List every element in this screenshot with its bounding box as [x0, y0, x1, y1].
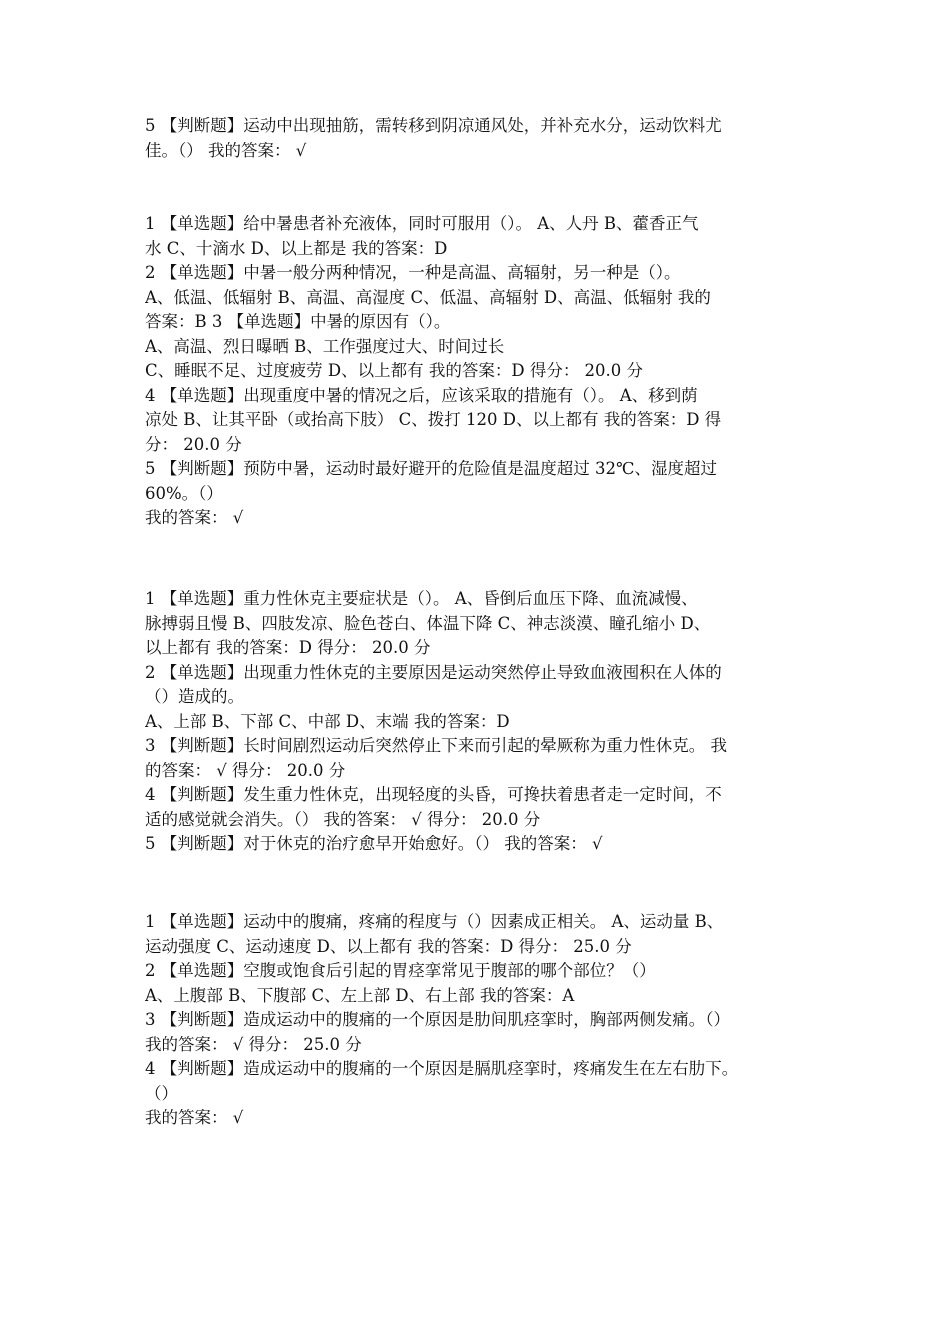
text-line: 分： 20.0 分: [145, 434, 242, 454]
text-line: 1 【单选题】重力性休克主要症状是（）。 A、昏倒后血压下降、血流减慢、: [145, 589, 698, 608]
text-line: 5 【判断题】运动中出现抽筋，需转移到阴凉通风处，并补充水分，运动饮料尤: [145, 116, 722, 135]
question-block-abdominal-pain: [145, 910, 810, 1131]
text-line: C、睡眠不足、过度疲劳 D、以上都有 我的答案：D 得分： 20.0 分: [145, 361, 644, 380]
text-line: 5 【判断题】预防中暑，运动时最好避开的危险值是温度超过 32℃、湿度超过: [145, 459, 717, 478]
text-line: 2 【单选题】中暑一般分两种情况，一种是高温、高辐射，另一种是（）。: [145, 263, 681, 282]
question-block-gravity-shock: [145, 587, 810, 857]
text-line: 水 C、十滴水 D、以上都是 我的答案：D: [145, 238, 448, 258]
text-line: 4 【单选题】出现重度中暑的情况之后，应该采取的措施有（）。 A、移到荫: [145, 385, 698, 405]
text-line: 4 【判断题】造成运动中的腹痛的一个原因是膈肌痉挛时，疼痛发生在左右肋下。: [145, 1059, 739, 1078]
text-line: A、上腹部 B、下腹部 C、左上部 D、右上部 我的答案：A: [145, 985, 575, 1005]
text-line: 3 【判断题】长时间剧烈运动后突然停止下来而引起的晕厥称为重力性休克。 我: [145, 736, 727, 755]
text-line: A、高温、烈日曝晒 B、工作强度过大、时间过长: [145, 336, 505, 356]
text-line: 脉搏弱且慢 B、四肢发凉、脸色苍白、体温下降 C、神志淡漠、瞳孔缩小 D、: [145, 613, 711, 633]
text-line: 我的答案： √: [145, 508, 244, 527]
text-line: （）造成的。: [145, 687, 244, 706]
text-line: 60%。（）: [145, 483, 223, 503]
text-line: 适的感觉就会消失。（） 我的答案： √ 得分： 20.0 分: [145, 809, 541, 829]
text-line: 2 【单选题】空腹或饱食后引起的胃痉挛常见于腹部的哪个部位？（）: [145, 961, 656, 980]
text-line: 5 【判断题】对于休克的治疗愈早开始愈好。（） 我的答案： √: [145, 834, 603, 853]
text-line: 运动强度 C、运动速度 D、以上都有 我的答案：D 得分： 25.0 分: [145, 936, 632, 956]
text-line: 1 【单选题】给中暑患者补充液体，同时可服用（）。 A、人丹 B、藿香正气: [145, 214, 699, 233]
text-line: （）: [145, 1083, 178, 1103]
text-line: 3 【判断题】造成运动中的腹痛的一个原因是肋间肌痉挛时，胸部两侧发痛。（）: [145, 1010, 730, 1029]
text-line: 4 【判断题】发生重力性休克，出现轻度的头昏，可搀扶着患者走一定时间，不: [145, 785, 722, 804]
text-line: A、低温、低辐射 B、高温、高湿度 C、低温、高辐射 D、高温、低辐射 我的: [145, 287, 711, 307]
question-block-heatstroke: [145, 212, 810, 531]
text-line: 答案：B 3 【单选题】中暑的原因有（）。: [145, 312, 451, 331]
text-line: 凉处 B、让其平卧（或抬高下肢） C、拨打 120 D、以上都有 我的答案：D 得: [145, 410, 722, 429]
text-line: 佳。（） 我的答案： √: [145, 140, 307, 160]
text-line: 的答案： √ 得分： 20.0 分: [145, 760, 346, 780]
text-line: 以上都有 我的答案：D 得分： 20.0 分: [145, 638, 431, 657]
question-block-cramp: [145, 114, 810, 163]
text-line: 我的答案： √: [145, 1108, 244, 1127]
text-line: 我的答案： √ 得分： 25.0 分: [145, 1034, 362, 1054]
text-line: A、上部 B、下部 C、中部 D、末端 我的答案：D: [145, 711, 510, 731]
text-line: 1 【单选题】运动中的腹痛，疼痛的程度与（）因素成正相关。 A、运动量 B、: [145, 912, 724, 931]
text-line: 2 【单选题】出现重力性休克的主要原因是运动突然停止导致血液囤积在人体的: [145, 662, 722, 682]
